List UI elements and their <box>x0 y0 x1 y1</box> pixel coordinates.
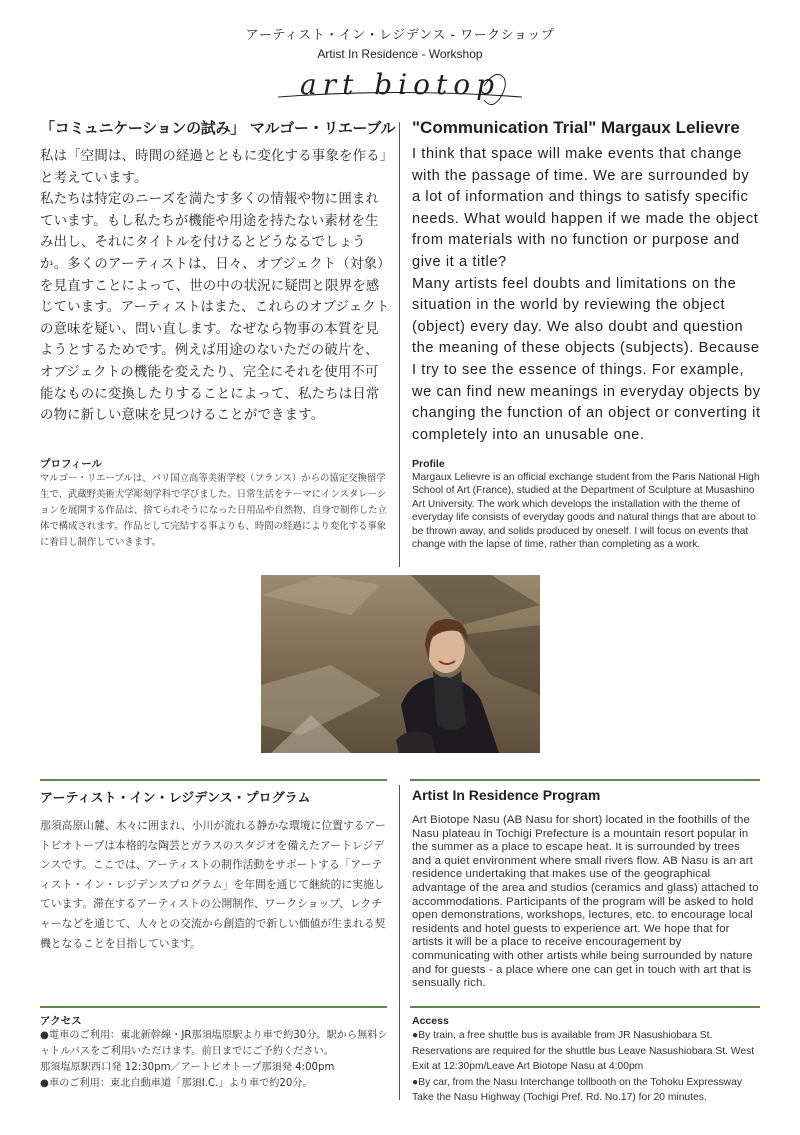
profile-label-jp: プロフィール <box>40 458 102 470</box>
access-jp <box>40 1014 390 1092</box>
program-jp <box>40 790 390 953</box>
program-text-en: Art Biotope Nasu (AB Nasu for short) located in the foothills of the Nasu plateau in Tochigi Prefecture is a mountain resort popular in the summer as a place to escape heat. It is surrounded by trees and a quiet environment where small rivers flow. AB Nasu is an art residence undertaking that makes use of the geographical advantage of the area and studios (ceramics and glass) attached to accommodations. Participants of the program will be asked to hold open demonstrations, workshops, lectures, etc. to encourage local residents and hotel guests to experience art. We hope that for artists it will be a place to receive encouragement by communicating with other artists while being surrounded by nature and for guests - a place where one can get in touch with art that is sensually rich. <box>412 814 759 990</box>
profile-label-en: Profile <box>412 458 445 470</box>
program-title-en: Artist In Residence Program <box>412 787 601 803</box>
logo-text: art biotop <box>300 68 500 101</box>
access-en <box>412 1014 762 1106</box>
access-line-jp: ●車のご利用：東北自動車道「那須I.C.」より車で約20分。 <box>40 1078 313 1089</box>
article-body-en <box>412 144 762 446</box>
program-en <box>412 786 762 991</box>
section-rule <box>40 779 387 781</box>
artist-photo <box>261 575 540 753</box>
header-title-jp: アーティスト・イン・レジデンス - ワークショップ <box>245 28 555 43</box>
left-article <box>40 118 396 427</box>
article-paragraph-en: Many artists feel doubts and limitations on the situation in the world by reviewing the object (object) every day. We also doubt and question the meaning of these objects (subjects). Because I try to see the essence of things. For example, we can find new meanings in everyday objects by changing the function of an object or converting it completely into an unusable one. <box>412 275 761 443</box>
profile-text-jp: マルゴー・リエーブルは、パリ国立高等美術学校（フランス）からの協定交換留学生で、武蔵野美術大学彫刻学科で学びました。日常生活をテーマにインスタレーションを展開する作品は、捨てられそうになった日用品や自然物、自身で制作した立体で構成されます。作品として完結する事よりも、時間の経過により変化する事象に着目し制作していきます。 <box>40 473 387 548</box>
access-line-en: ●By car, from the Nasu Interchange tollbooth on the Tohoku Expressway Take the Nasu Highway (Tochigi Pref. Rd. No.17) for 20 minutes. <box>412 1076 742 1104</box>
article-title-en: "Communication Trial" Margaux Lelievre <box>412 118 740 137</box>
profile-text-en: Margaux Lelievre is an official exchange student from the Paris National High School of Art (France), studied at the Department of Sculpture at Musashino Art University. The work which develops the installation with the theme of everyday life consists of everyday goods and natural things that are about to be thrown away, and solids produced by oneself. I will focus on events that change with the lapse of time, rather than completing as a work. <box>412 472 760 551</box>
access-line-en: ●By train, a free shuttle bus is available from JR Nasushiobara St. Reservations are required for the shuttle bus Leave Nasushiobara St. West Exit at 12:30pm/Leave Art Biotope Nasu at 4:00pm <box>412 1030 755 1073</box>
left-profile <box>40 457 390 551</box>
section-rule <box>40 1006 387 1008</box>
access-line-jp: ●電車のご利用：東北新幹線・JR那須塩原駅より車で約30分。駅から無料シャトルバスをご利用いただけます。前日までにご予約ください。 <box>40 1030 388 1057</box>
artist-photo-image <box>261 575 540 753</box>
article-paragraph-jp: 私は「空間は、時間の経過とともに変化する事象を作る」と考えています。 <box>40 149 387 186</box>
section-rule <box>410 1006 760 1008</box>
program-title-jp: アーティスト・イン・レジデンス・プログラム <box>40 791 311 806</box>
access-label-jp: アクセス <box>40 1015 82 1027</box>
article-paragraph-jp: 私たちは特定のニーズを満たす多くの情報や物に囲まれています。もし私たちが機能や用途を持たない素材を生み出し、それにタイトルを付けるとどうなるでしょうか。多くのアーティストは、日々、オブジェクト（対象）を見直すことによって、世の中の状況に疑問と限界を感じています。アーティストはまた、これらのオブジェクトの意味を疑い、問い直します。なぜなら物事の本質を見ようとするためです。例えば用途のないただの破片を、オブジェクトの機能を変えたり、完全にそれを使用不可能なものに変換したりすることによって、私たちは日常の物に新しい意味を見つけることができます。 <box>40 192 390 424</box>
page-header <box>0 28 800 62</box>
column-divider-bottom <box>399 785 400 1100</box>
column-divider-top <box>399 122 400 567</box>
program-text-jp: 那須高原山麓、木々に囲まれ、小川が流れる静かな環境に位置するアートビオトープは本格的な陶芸とガラスのスタジオを備えたアートレジデンスです。ここでは、アーティストの制作活動をサポートする「アーティスト・イン・レジデンスプログラム」を年間を通じて継続的に実施しています。滞在するアーティストの公開制作、ワークショップ、レクチャーなどを通じて、人々との交流から創造的で新しい価値が生まれる契機となることを目指しています。 <box>40 819 386 950</box>
article-title-jp: 「コミュニケーションの試み」 マルゴー・リエーブル <box>40 119 396 137</box>
access-label-en: Access <box>412 1015 449 1027</box>
art-biotop-logo <box>270 64 530 114</box>
section-rule <box>410 779 760 781</box>
right-profile <box>412 457 762 551</box>
access-line-jp: 那須塩原駅西口発 12:30pm／アートビオトープ那須発 4:00pm <box>40 1062 335 1073</box>
right-article <box>412 118 762 446</box>
header-title-en: Artist In Residence - Workshop <box>317 47 483 61</box>
article-body-jp <box>40 146 390 427</box>
article-paragraph-en: I think that space will make events that change with the passage of time. We are surrounded by a lot of information and things to satisfy specific needs. What would happen if we made the object from materials with no function or purpose and give it a title? <box>412 146 759 270</box>
